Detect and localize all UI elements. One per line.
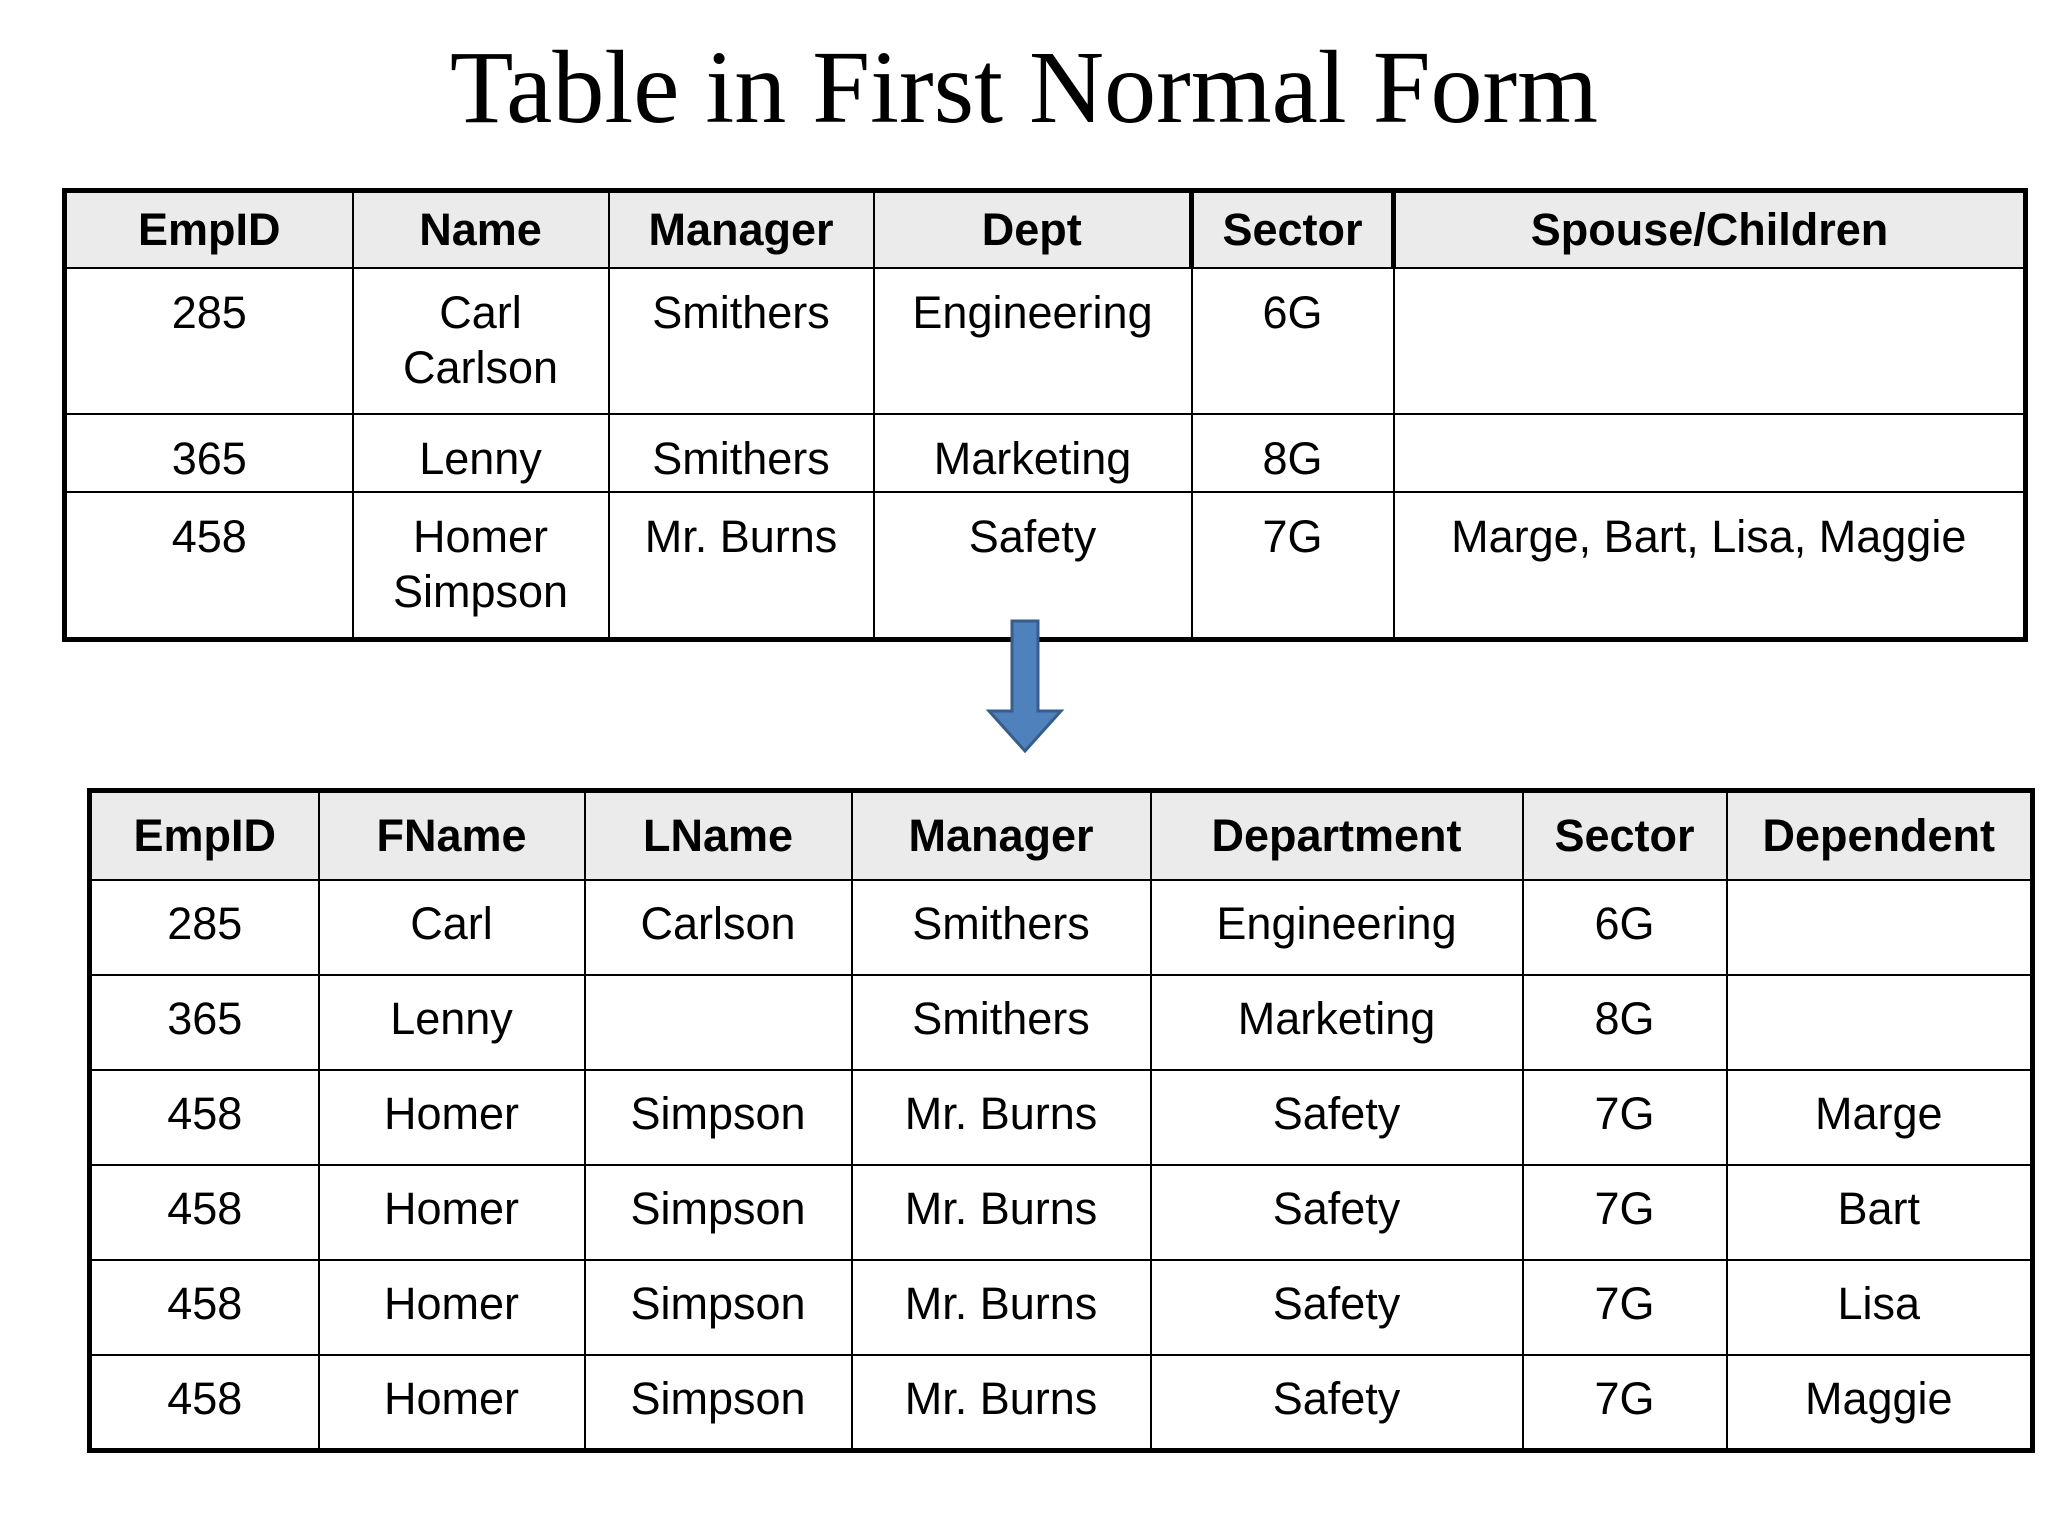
- header-dependent: Dependent: [1727, 791, 2033, 881]
- header-department: Department: [1151, 791, 1523, 881]
- cell-sector: 7G: [1523, 1260, 1727, 1355]
- header-fname: FName: [319, 791, 585, 881]
- header-manager: Manager: [609, 191, 874, 269]
- cell-fname: Homer: [319, 1070, 585, 1165]
- first-normal-form-table: [87, 788, 2035, 1453]
- down-arrow-icon: [985, 617, 1065, 757]
- header-sector: Sector: [1523, 791, 1727, 881]
- header-name: Name: [353, 191, 609, 269]
- header-row: [65, 191, 2026, 269]
- cell-lname: [585, 975, 852, 1070]
- cell-dependent: Lisa: [1727, 1260, 2033, 1355]
- cell-dependent: Bart: [1727, 1165, 2033, 1260]
- header-empid: EmpID: [65, 191, 353, 269]
- cell-spouse-children: [1394, 268, 2026, 414]
- header-spouse-children: Spouse/Children: [1394, 191, 2026, 269]
- table-row: [90, 1165, 2033, 1260]
- cell-department: Safety: [1151, 1165, 1523, 1260]
- cell-manager: Smithers: [609, 414, 874, 492]
- header-dept: Dept: [874, 191, 1192, 269]
- cell-sector: 8G: [1192, 414, 1394, 492]
- cell-name: Carl Carlson: [353, 268, 609, 414]
- cell-lname: Simpson: [585, 1070, 852, 1165]
- cell-department: Safety: [1151, 1070, 1523, 1165]
- cell-department: Marketing: [1151, 975, 1523, 1070]
- cell-empid: 458: [90, 1165, 319, 1260]
- cell-dependent: Marge: [1727, 1070, 2033, 1165]
- cell-lname: Simpson: [585, 1260, 852, 1355]
- cell-manager: Mr. Burns: [609, 492, 874, 640]
- cell-spouse-children: [1394, 414, 2026, 492]
- cell-empid: 365: [90, 975, 319, 1070]
- cell-sector: 7G: [1523, 1355, 1727, 1450]
- cell-department: Engineering: [1151, 880, 1523, 975]
- cell-empid: 285: [90, 880, 319, 975]
- cell-empid: 285: [65, 268, 353, 414]
- header-sector: Sector: [1192, 191, 1394, 269]
- cell-manager: Mr. Burns: [852, 1260, 1151, 1355]
- cell-empid: 458: [65, 492, 353, 640]
- cell-spouse-children: Marge, Bart, Lisa, Maggie: [1394, 492, 2026, 640]
- table-row: [90, 975, 2033, 1070]
- cell-dependent: Maggie: [1727, 1355, 2033, 1450]
- header-empid: EmpID: [90, 791, 319, 881]
- cell-dependent: [1727, 880, 2033, 975]
- cell-manager: Mr. Burns: [852, 1355, 1151, 1450]
- header-row: [90, 791, 2033, 881]
- table-row: [90, 1070, 2033, 1165]
- cell-sector: 7G: [1192, 492, 1394, 640]
- page-title: Table in First Normal Form: [449, 30, 1599, 145]
- cell-fname: Homer: [319, 1260, 585, 1355]
- cell-lname: Simpson: [585, 1355, 852, 1450]
- cell-sector: 7G: [1523, 1070, 1727, 1165]
- cell-fname: Lenny: [319, 975, 585, 1070]
- cell-lname: Simpson: [585, 1165, 852, 1260]
- cell-fname: Homer: [319, 1165, 585, 1260]
- cell-empid: 458: [90, 1070, 319, 1165]
- cell-sector: 8G: [1523, 975, 1727, 1070]
- header-manager: Manager: [852, 791, 1151, 881]
- cell-dept: Engineering: [874, 268, 1192, 414]
- cell-manager: Smithers: [609, 268, 874, 414]
- header-lname: LName: [585, 791, 852, 881]
- cell-manager: Smithers: [852, 975, 1151, 1070]
- cell-lname: Carlson: [585, 880, 852, 975]
- cell-name: Homer Simpson: [353, 492, 609, 640]
- table-row: [90, 880, 2033, 975]
- cell-fname: Homer: [319, 1355, 585, 1450]
- cell-manager: Smithers: [852, 880, 1151, 975]
- cell-empid: 458: [90, 1355, 319, 1450]
- cell-dept: Safety: [874, 492, 1192, 640]
- cell-sector: 6G: [1523, 880, 1727, 975]
- cell-empid: 365: [65, 414, 353, 492]
- cell-sector: 7G: [1523, 1165, 1727, 1260]
- cell-manager: Mr. Burns: [852, 1070, 1151, 1165]
- cell-manager: Mr. Burns: [852, 1165, 1151, 1260]
- cell-fname: Carl: [319, 880, 585, 975]
- cell-dept: Marketing: [874, 414, 1192, 492]
- table-row: [90, 1355, 2033, 1450]
- cell-department: Safety: [1151, 1355, 1523, 1450]
- table-row: [90, 1260, 2033, 1355]
- cell-department: Safety: [1151, 1260, 1523, 1355]
- table-row: [65, 268, 2026, 414]
- unnormalized-table: [62, 188, 2028, 642]
- arrow-shape: [989, 621, 1061, 751]
- cell-empid: 458: [90, 1260, 319, 1355]
- cell-name: Lenny: [353, 414, 609, 492]
- table-row: [65, 414, 2026, 492]
- cell-dependent: [1727, 975, 2033, 1070]
- cell-sector: 6G: [1192, 268, 1394, 414]
